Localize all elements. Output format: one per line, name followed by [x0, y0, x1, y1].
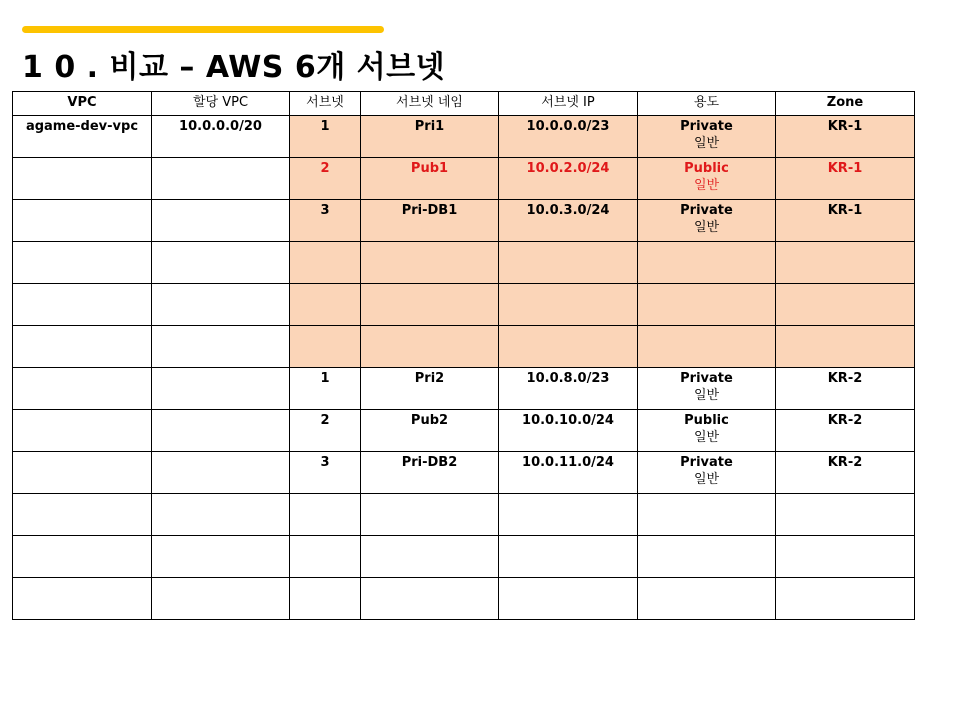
table-row [13, 158, 915, 200]
cell-vpc [13, 158, 152, 200]
table-row [13, 578, 915, 620]
title-accent-bar [22, 26, 384, 33]
cell-subnet-name [361, 494, 499, 536]
table-row [13, 410, 915, 452]
cell-vpc [13, 536, 152, 578]
cell-usage [638, 494, 776, 536]
cell-usage [638, 242, 776, 284]
column-header-vpc: VPC [13, 92, 152, 116]
cell-subnet-number [290, 284, 361, 326]
table-row [13, 452, 915, 494]
cell-subnet-name [361, 284, 499, 326]
cell-subnet-ip: 10.0.0.0/23 [499, 116, 638, 158]
cell-allocated-vpc [152, 284, 290, 326]
cell-usage [638, 536, 776, 578]
cell-zone: KR-1 [776, 158, 915, 200]
cell-subnet-number [290, 242, 361, 284]
cell-subnet-ip: 10.0.3.0/24 [499, 200, 638, 242]
cell-allocated-vpc: 10.0.0.0/20 [152, 116, 290, 158]
cell-subnet-number [290, 578, 361, 620]
cell-allocated-vpc [152, 368, 290, 410]
table-row [13, 116, 915, 158]
subnet-table [12, 91, 915, 620]
cell-usage [638, 284, 776, 326]
cell-subnet-name: Pub1 [361, 158, 499, 200]
cell-subnet-number: 1 [290, 368, 361, 410]
column-header-zone: Zone [776, 92, 915, 116]
cell-subnet-ip [499, 326, 638, 368]
usage-type: Private [680, 371, 733, 386]
cell-subnet-ip: 10.0.11.0/24 [499, 452, 638, 494]
cell-usage [638, 158, 776, 200]
cell-zone [776, 284, 915, 326]
cell-subnet-name [361, 578, 499, 620]
cell-subnet-number: 3 [290, 200, 361, 242]
cell-subnet-ip [499, 536, 638, 578]
table-row [13, 200, 915, 242]
cell-usage [638, 368, 776, 410]
cell-subnet-name: Pri-DB1 [361, 200, 499, 242]
usage-detail: 일반 [693, 136, 720, 151]
usage-type: Public [684, 161, 729, 176]
cell-zone: KR-2 [776, 452, 915, 494]
cell-usage [638, 578, 776, 620]
column-header-usage: 용도 [638, 92, 776, 116]
cell-vpc [13, 368, 152, 410]
cell-subnet-name [361, 326, 499, 368]
cell-vpc: agame-dev-vpc [13, 116, 152, 158]
usage-detail: 일반 [693, 220, 720, 235]
cell-usage [638, 200, 776, 242]
cell-vpc [13, 410, 152, 452]
cell-usage [638, 326, 776, 368]
table-row [13, 494, 915, 536]
cell-subnet-ip: 10.0.2.0/24 [499, 158, 638, 200]
table-row [13, 536, 915, 578]
cell-zone [776, 326, 915, 368]
cell-subnet-name: Pri1 [361, 116, 499, 158]
cell-allocated-vpc [152, 158, 290, 200]
page-title: 1 0 . 비교 – AWS 6개 서브넷 [22, 50, 446, 85]
cell-vpc [13, 578, 152, 620]
cell-vpc [13, 284, 152, 326]
cell-zone: KR-2 [776, 410, 915, 452]
cell-subnet-ip: 10.0.8.0/23 [499, 368, 638, 410]
column-header-subnet-ip: 서브넷 IP [499, 92, 638, 116]
table-header-row [13, 92, 915, 116]
usage-detail: 일반 [693, 472, 720, 487]
cell-allocated-vpc [152, 536, 290, 578]
cell-subnet-name [361, 536, 499, 578]
cell-subnet-name: Pri2 [361, 368, 499, 410]
cell-zone [776, 578, 915, 620]
cell-allocated-vpc [152, 452, 290, 494]
cell-zone [776, 242, 915, 284]
cell-vpc [13, 242, 152, 284]
cell-subnet-number: 2 [290, 410, 361, 452]
table-body [13, 116, 915, 620]
cell-subnet-name: Pri-DB2 [361, 452, 499, 494]
cell-subnet-number: 2 [290, 158, 361, 200]
cell-vpc [13, 200, 152, 242]
cell-allocated-vpc [152, 326, 290, 368]
cell-usage [638, 116, 776, 158]
usage-type: Private [680, 455, 733, 470]
cell-subnet-number [290, 326, 361, 368]
usage-type: Private [680, 203, 733, 218]
cell-vpc [13, 494, 152, 536]
cell-zone: KR-1 [776, 116, 915, 158]
table-row [13, 242, 915, 284]
usage-detail: 일반 [693, 178, 720, 193]
cell-allocated-vpc [152, 200, 290, 242]
column-header-subnet: 서브넷 [290, 92, 361, 116]
usage-detail: 일반 [693, 430, 720, 445]
cell-subnet-name: Pub2 [361, 410, 499, 452]
cell-subnet-number: 3 [290, 452, 361, 494]
cell-zone [776, 494, 915, 536]
cell-subnet-ip [499, 494, 638, 536]
cell-zone [776, 536, 915, 578]
cell-subnet-ip: 10.0.10.0/24 [499, 410, 638, 452]
cell-subnet-number: 1 [290, 116, 361, 158]
cell-usage [638, 452, 776, 494]
column-header-subnet-name: 서브넷 네임 [361, 92, 499, 116]
table-row [13, 284, 915, 326]
cell-allocated-vpc [152, 242, 290, 284]
table-row [13, 326, 915, 368]
cell-allocated-vpc [152, 578, 290, 620]
cell-subnet-ip [499, 242, 638, 284]
cell-allocated-vpc [152, 494, 290, 536]
cell-subnet-number [290, 536, 361, 578]
cell-usage [638, 410, 776, 452]
usage-type: Public [684, 413, 729, 428]
cell-zone: KR-1 [776, 200, 915, 242]
column-header-allocated-vpc: 할당 VPC [152, 92, 290, 116]
table-row [13, 368, 915, 410]
cell-vpc [13, 326, 152, 368]
cell-allocated-vpc [152, 410, 290, 452]
usage-type: Private [680, 119, 733, 134]
cell-subnet-ip [499, 284, 638, 326]
cell-subnet-name [361, 242, 499, 284]
cell-zone: KR-2 [776, 368, 915, 410]
usage-detail: 일반 [693, 388, 720, 403]
cell-subnet-ip [499, 578, 638, 620]
cell-subnet-number [290, 494, 361, 536]
cell-vpc [13, 452, 152, 494]
